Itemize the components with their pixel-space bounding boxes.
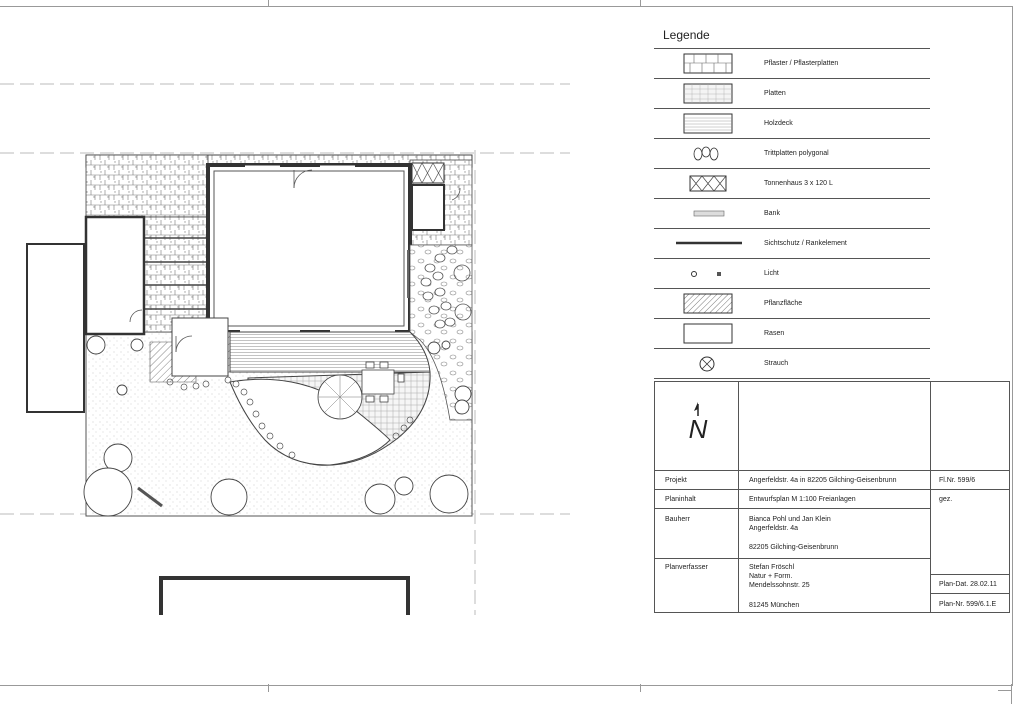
legend-label: Holzdeck [764, 120, 793, 127]
sheet-tick-corner [998, 690, 1012, 691]
flurnummer: Fl.Nr. 599/6 [939, 477, 976, 484]
wood-deck-icon [654, 109, 760, 138]
bauherr-name: Bianca Pohl und Jan Klein [749, 516, 831, 523]
divider [655, 470, 1009, 471]
legend-row [654, 49, 930, 79]
legend-label: Pflaster / Pflasterplatten [764, 60, 839, 67]
legend-label: Rasen [764, 330, 785, 337]
paving-west [86, 155, 208, 217]
planverfasser-firm: Natur + Form. [749, 573, 793, 580]
legend-title: Legende [654, 22, 930, 49]
divider [930, 574, 1009, 575]
legend-label: Platten [764, 90, 786, 97]
legend-row [654, 349, 930, 379]
legend-label: Strauch [764, 360, 789, 367]
north-arrow-icon [685, 402, 711, 442]
legend-label: Sichtschutz / Rankelement [764, 240, 847, 247]
entrance [172, 318, 228, 376]
planverfasser-label: Planverfasser [665, 564, 708, 571]
divider [738, 382, 739, 612]
divider [655, 558, 930, 559]
legend-row [654, 289, 930, 319]
planverfasser-street: Mendelssohnstr. 25 [749, 582, 810, 589]
legend-row [654, 109, 930, 139]
lawn-icon [654, 319, 760, 348]
legend-row [654, 139, 930, 169]
paving-west-strip [142, 217, 208, 332]
legend-row [654, 319, 930, 349]
legend-label: Bank [764, 210, 780, 217]
shrub-icon [654, 349, 760, 378]
legend-row [654, 169, 930, 199]
planting-area-icon [654, 289, 760, 318]
wood-deck [230, 332, 430, 372]
paving-icon [654, 49, 760, 78]
shed [412, 185, 444, 230]
legend-label: Tonnenhaus 3 x 120 L [764, 180, 833, 187]
projekt-label: Projekt [665, 477, 687, 484]
legend-row [654, 259, 930, 289]
legend [654, 22, 930, 379]
carport [27, 244, 84, 412]
legend-row [654, 79, 930, 109]
legend-label: Pflanzfläche [764, 300, 803, 307]
bauherr-street: Angerfeldstr. 4a [749, 525, 799, 532]
bench-icon [654, 199, 760, 228]
legend-label: Licht [764, 270, 779, 277]
divider [930, 382, 931, 612]
planinhalt-value: Entwurfsplan M 1:100 Freianlagen [749, 496, 856, 503]
privacy-screen-icon [654, 229, 760, 258]
divider [655, 508, 930, 509]
rain-barrel-icon [654, 169, 760, 198]
planinhalt-label: Planinhalt [665, 496, 696, 503]
legend-row [654, 199, 930, 229]
divider [930, 593, 1009, 594]
plan-date: Plan-Dat. 28.02.11 [939, 581, 997, 588]
legend-row [654, 229, 930, 259]
plan-number: Plan-Nr. 599/6.1.E [939, 601, 997, 608]
planverfasser-city: 81245 München [749, 602, 800, 609]
neighbour-building [161, 578, 408, 615]
stepping-stones-icon [654, 139, 760, 168]
bauherr-label: Bauherr [665, 516, 690, 523]
north-label: N [688, 414, 708, 442]
slabs-icon [654, 79, 760, 108]
legend-label: Trittplatten polygonal [764, 150, 829, 157]
bauherr-city: 82205 Gilching-Geisenbrunn [749, 544, 839, 551]
sheet-tick-corner [1011, 684, 1012, 704]
projekt-value: Angerfeldstr. 4a in 82205 Gilching-Geisenbrunn [749, 477, 897, 484]
planverfasser-name: Stefan Fröschl [749, 564, 795, 571]
light-icon [654, 259, 760, 288]
garage [86, 217, 144, 334]
gezeichnet-label: gez. [939, 496, 953, 503]
divider [655, 489, 1009, 490]
